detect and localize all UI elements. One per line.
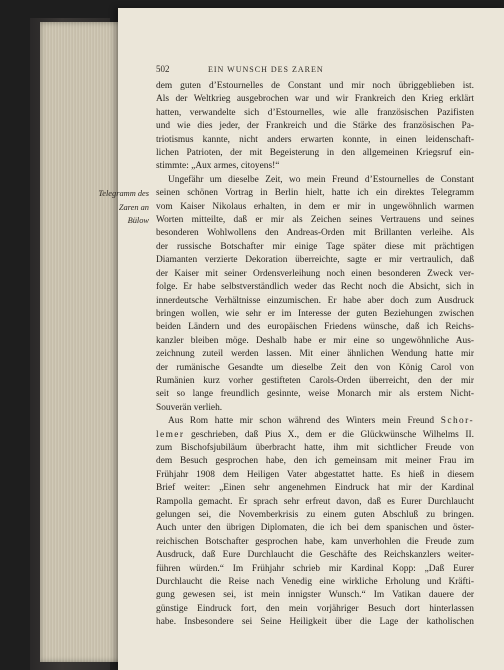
text-line: kanzler bleiben möge. Deshalb habe er mir eine so ungewöhnliche Aus- bbox=[156, 335, 474, 346]
text-line: Worten mitteilte, daß er mir als Zeichen seines Vertrauens und seines bbox=[156, 215, 474, 226]
text-line: Frühjahr 1908 dem Heiligen Vater abgestattet hatte. Es hieß in diesem bbox=[156, 469, 474, 480]
text-line: lichen Patrioten, der mit Begeisterung in den allgemeinen Kriegsruf ein- bbox=[156, 148, 474, 159]
text-line: gelungen sei, die Novemberkrisis zu einem guten Abschluß zu bringen. bbox=[156, 510, 474, 520]
running-title: EIN WUNSCH DES ZAREN bbox=[208, 65, 324, 74]
text-line: der Kaiser mit seiner Ordensverleihung noch einen besonderen Zweck ver- bbox=[156, 268, 474, 279]
text-line: und wie dies jeder, der Frankreich und die Stärke des französischen Pa- bbox=[156, 121, 474, 132]
text-line: hatten, verwandelte sich d’Estournelles, wie alle französischen Pazifisten bbox=[156, 107, 474, 118]
text-line bbox=[156, 429, 474, 442]
text-line: seit so lange freundlich gesinnte, weise Monarch mir als erstem Nicht- bbox=[156, 389, 474, 400]
margin-note-line: Zaren an bbox=[118, 202, 149, 212]
page-content bbox=[98, 64, 474, 630]
text-fragment: Aus Rom hatte mir schon während des Winters mein Freund bbox=[168, 416, 435, 427]
text-line: Ungefähr um dieselbe Zeit, wo mein Freund d’Estournelles de Constant bbox=[168, 174, 474, 185]
text-line: Ausdruck, daß Eure Durchlaucht die Geschäfte des Reichskanzlers weiter- bbox=[156, 550, 474, 561]
text-line: innerdeutsche Verhältnisse einzumischen. Er habe aber doch zum Ausdruck bbox=[156, 295, 474, 306]
margin-note-line: Telegramm des bbox=[98, 189, 149, 199]
text-line: vom Kaiser Nikolaus erhalten, in dem er mir in ungewöhnlich warmen bbox=[156, 201, 474, 212]
page-header bbox=[156, 64, 474, 80]
body-text bbox=[98, 80, 474, 630]
text-line: der rumänische Gesandte um dieselbe Zeit den von König Carol von bbox=[156, 362, 474, 373]
text-line: bringen wollen, wie sehr er im Interesse der guten Beziehungen zwischen bbox=[156, 308, 474, 319]
text-line: Als der Weltkrieg ausgebrochen war und wir Frankreich den Krieg erklärt bbox=[156, 94, 474, 105]
text-line bbox=[156, 415, 474, 428]
text-line: beiden Ländern und des europäischen Friedens wünsche, daß ich Reichs- bbox=[156, 322, 474, 333]
spaced-name: Schor- bbox=[440, 416, 474, 427]
text-line: Auch unter den übrigen Diplomaten, die ich bei dem spanischen und öster- bbox=[156, 523, 474, 534]
text-line: zum Bischofsjubiläum überbracht hatte, ihm mit sichtlicher Freude von bbox=[156, 442, 474, 453]
text-line: führen würden.“ Im Frühjahr schrieb mir Kardinal Kopp: „Daß Eurer bbox=[156, 563, 474, 574]
paragraph-3 bbox=[156, 415, 474, 630]
text-line: Brief weiter: „Einen sehr angenehmen Eindruck hat mir der Kardinal bbox=[156, 483, 474, 494]
text-line: seinen schönen Vortrag in Berlin hielt, hatte ich ein direktes Telegramm bbox=[156, 188, 474, 199]
text-line: triotismus kannte, nicht anders erwarten konnte, in einen leidenschaft- bbox=[156, 134, 474, 145]
text-line: dem Besuch gesprochen habe, den ich gemeinsam mit meiner Frau im bbox=[156, 456, 474, 467]
text-fragment: geschrieben, daß Pius X., dem er die Glückwünsche Wilhelms II. bbox=[184, 429, 474, 440]
text-line: zeichnung zuteil werden lassen. Mit einer ähnlichen Wendung hatte mir bbox=[156, 349, 474, 360]
margin-note-line: Bülow bbox=[127, 216, 149, 226]
paragraph-2 bbox=[98, 174, 474, 415]
page-stack-edge bbox=[40, 22, 122, 662]
text-line: gung gewesen sei, ist mein innigster Wunsch.“ Im Vatikan dauere der bbox=[156, 590, 474, 601]
margin-note bbox=[85, 187, 149, 227]
text-line: Rumänien kurz vorher gestifteten Carols-Orden überreicht, den der mir bbox=[156, 375, 474, 386]
text-line: folge. Er habe selbstverständlich weder das Recht noch die Absicht, sich in bbox=[156, 282, 474, 293]
paragraph-1 bbox=[156, 80, 474, 174]
text-line: besonderen Wohlwollens den Andreas-Orden mit Brillanten verleihe. Als bbox=[156, 228, 474, 239]
text-line: reichischen Botschafter gesprochen habe, kam unverhohlen die Freude zum bbox=[156, 536, 474, 547]
book-page bbox=[98, 8, 504, 670]
spaced-name-cont: lemer bbox=[156, 429, 185, 440]
text-line: Diamanten verzierte Dekoration überreichte, sagte er mir vertraulich, daß bbox=[156, 255, 474, 266]
text-line: günstige Eindruck fort, den mein vorjähriger Besuch dort hinterlassen bbox=[156, 603, 474, 614]
text-line: stimmte: „Aux armes, citoyens!“ bbox=[156, 161, 280, 172]
text-line: habe. Insbesondere sei Seine Heiligkeit über die Lage der katholischen bbox=[156, 617, 474, 628]
text-line: der russische Botschafter mir einige Tage später diese mit prächtigen bbox=[156, 241, 474, 252]
text-line: dem guten d’Estournelles de Constant und mir noch übriggeblieben ist. bbox=[156, 81, 474, 91]
text-line: Rampolla gemacht. Er sprach sehr erfreut davon, daß es Eurer Durchlaucht bbox=[156, 496, 474, 507]
text-line: Souverän verlieh. bbox=[156, 402, 223, 413]
text-line: Durchlaucht die Reise nach Venedig eine wirkliche Erholung und Kräfti- bbox=[156, 577, 474, 588]
page-number: 502 bbox=[156, 64, 170, 74]
